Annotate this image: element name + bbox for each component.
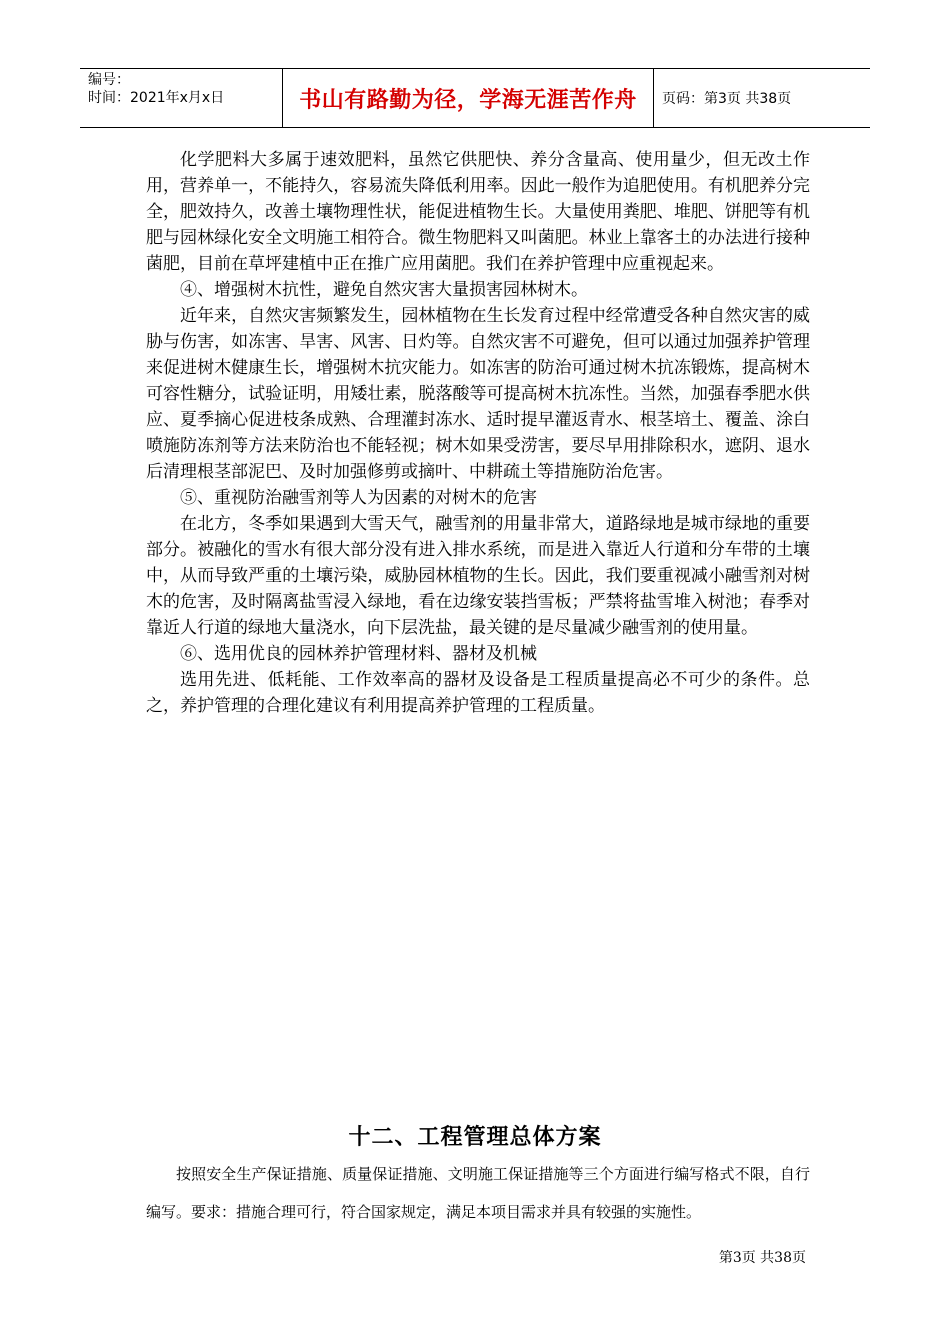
header-page-info: 页码：第3页 共38页 — [662, 91, 792, 107]
section-body — [146, 1155, 810, 1231]
paragraph-heading: ⑤、重视防治融雪剂等人为因素的对树木的危害 — [180, 488, 537, 508]
header-motto: 书山有路勤为径，学海无涯苦作舟 — [282, 69, 654, 127]
paragraph-heading: ⑥、选用优良的园林养护管理材料、器材及机械 — [180, 644, 537, 664]
header-meta — [80, 69, 282, 127]
number-label: 编号： — [88, 72, 130, 88]
paragraph: 化学肥料大多属于速效肥料，虽然它供肥快、养分含量高、使用量少，但无改土作用，营养单一，不能持久，容易流失降低利用率。因此一般作为追肥使用。有机肥养分完全，肥效持久，改善土壤物理性状，能促进植物生长。大量使用粪肥、堆肥、饼肥等有机肥与园林绿化安全文明施工相符合。微生物肥料又叫菌肥。林业上靠客土的办法进行接种菌肥，目前在草坪建植中正在推广应用菌肥。我们在养护管理中应重视起来。 — [146, 150, 810, 274]
document-body — [146, 147, 810, 719]
paragraph: 选用先进、低耗能、工作效率高的器材及设备是工程质量提高必不可少的条件。总之，养护管理的合理化建议有利用提高养护管理的工程质量。 — [146, 670, 810, 716]
paragraph: 在北方，冬季如果遇到大雪天气，融雪剂的用量非常大，道路绿地是城市绿地的重要部分。被融化的雪水有很大部分没有进入排水系统，而是进入靠近人行道和分车带的土壤中，从而导致严重的土壤污染，威胁园林植物的生长。因此，我们要重视减小融雪剂对树木的危害，及时隔离盐雪浸入绿地，看在边缘安装挡雪板；严禁将盐雪堆入树池；春季对靠近人行道的绿地大量浇水，向下层洗盐，最关键的是尽量减少融雪剂的使用量。 — [146, 514, 810, 638]
paragraph: 近年来，自然灾害频繁发生，园林植物在生长发育过程中经常遭受各种自然灾害的威胁与伤害，如冻害、旱害、风害、日灼等。自然灾害不可避免，但可以通过加强养护管理来促进树木健康生长，增强树木抗灾能力。如冻害的防治可通过树木抗冻锻炼，提高树木可容性糖分，试验证明，用矮壮素，脱落酸等可提高树木抗冻性。当然，加强春季肥水供应、夏季摘心促进枝条成熟、合理灌封冻水、适时提早灌返青水、根茎培土、覆盖、涂白喷施防冻剂等方法来防治也不能轻视；树木如果受涝害，要尽早用排除积水，遮阴、退水后清理根茎部泥巴、及时加强修剪或摘叶、中耕疏土等措施防治危害。 — [146, 306, 810, 482]
section-title: 十二、工程管理总体方案 — [348, 1125, 602, 1150]
page-header — [80, 68, 870, 128]
page-footer: 第3页 共38页 — [718, 1250, 806, 1266]
paragraph-heading: ④、增强树木抗性，避免自然灾害大量损害园林树木。 — [180, 280, 588, 300]
section-paragraph: 按照安全生产保证措施、质量保证措施、文明施工保证措施等三个方面进行编写格式不限，自行编写。要求：措施合理可行，符合国家规定，满足本项目需求并具有较强的实施性。 — [146, 1165, 810, 1221]
time-label: 时间：2021年x月x日 — [88, 90, 225, 106]
